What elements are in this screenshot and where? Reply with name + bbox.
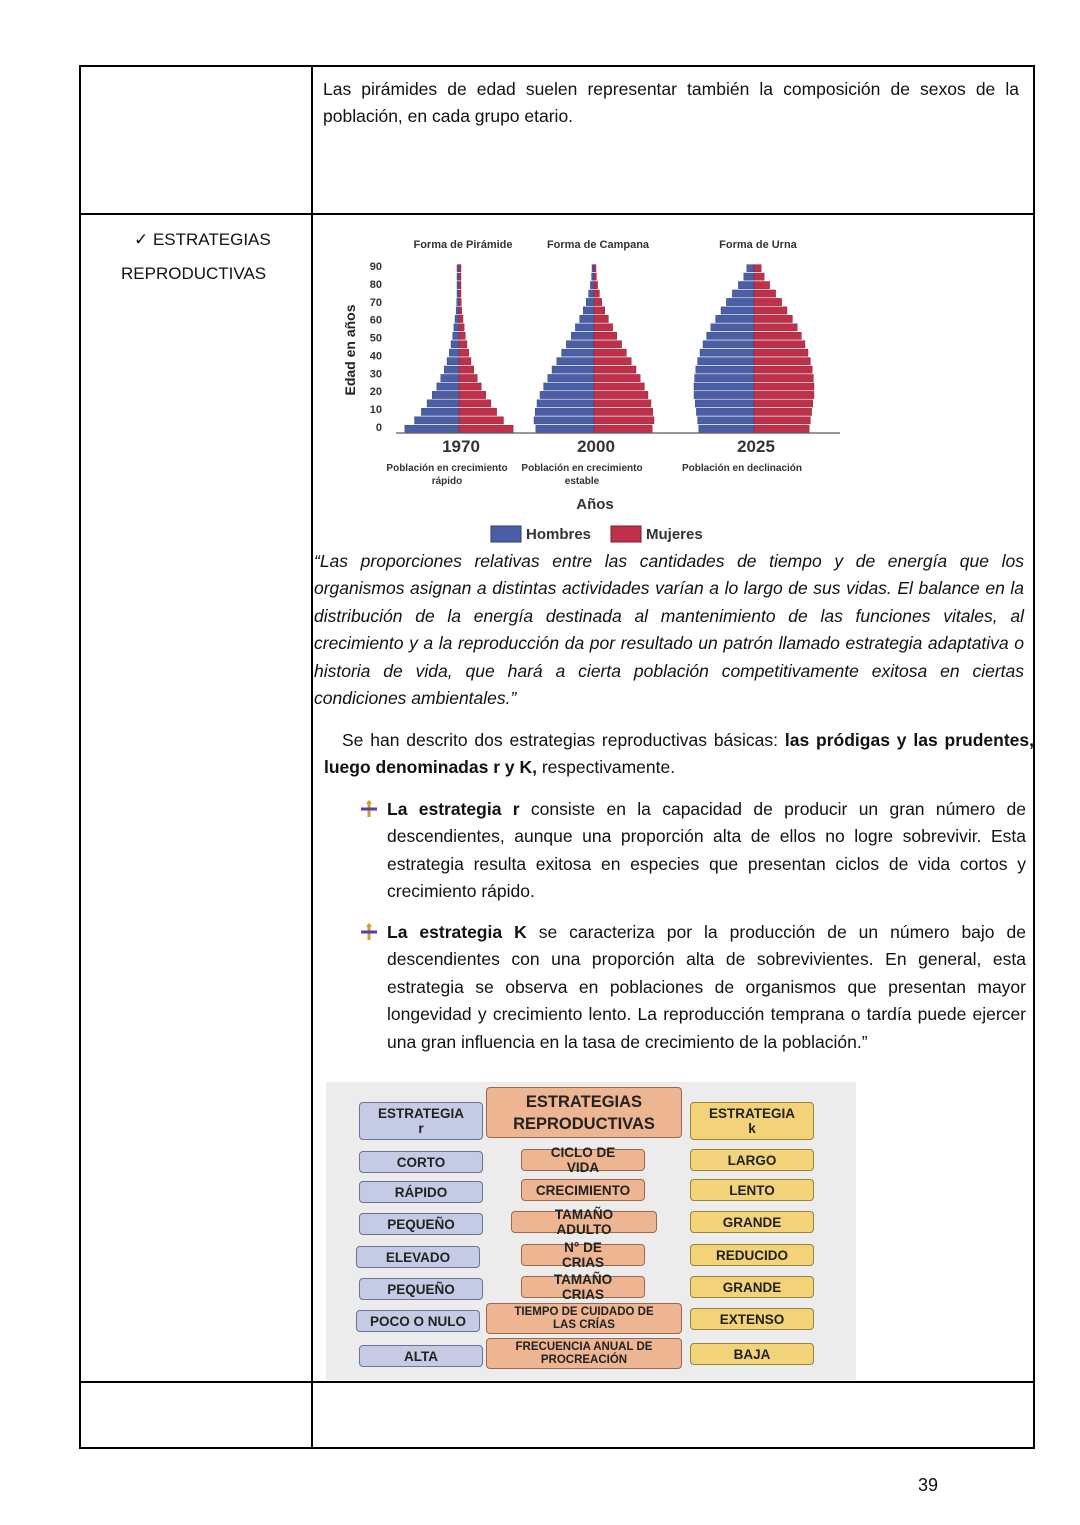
bar-hombres [698, 417, 754, 424]
row-strategy-r-value: ALTA [359, 1345, 483, 1367]
legend-swatch-hombres [491, 526, 521, 542]
bar-hombres [451, 341, 459, 348]
bar-hombres [700, 349, 754, 356]
bar-hombres [432, 391, 459, 398]
bar-hombres [552, 366, 594, 373]
header-strategy-r [359, 1102, 483, 1140]
strategies-intro-end: respectivamente. [536, 757, 676, 778]
y-tick-label: 50 [369, 332, 382, 345]
bar-mujeres [459, 282, 461, 289]
row-attribute-label: TAMAÑO ADULTO [511, 1211, 657, 1233]
bar-hombres [536, 425, 594, 432]
arrow-bullet-icon [360, 800, 378, 818]
row-strategy-k-value: EXTENSO [690, 1308, 814, 1330]
arrow-bullet-icon [360, 923, 378, 941]
table-row-divider [79, 213, 1035, 215]
bar-hombres [415, 417, 459, 424]
bar-mujeres [594, 400, 651, 407]
bar-mujeres [754, 332, 801, 339]
bar-hombres [738, 282, 754, 289]
y-tick-label: 90 [369, 261, 382, 273]
section-label-line1: ✓ ESTRATEGIAS [134, 230, 271, 249]
header-strategy-r-text [378, 1106, 464, 1136]
pyramid-shape-title: Forma de Urna [719, 239, 797, 251]
pyramids-svg [330, 228, 850, 548]
bar-mujeres [594, 366, 636, 373]
bar-mujeres [754, 282, 770, 289]
header-strategies-text [513, 1091, 655, 1135]
bar-hombres [592, 273, 594, 280]
bar-mujeres [459, 358, 471, 365]
bar-mujeres [594, 307, 605, 314]
header-strategy-k-text [709, 1106, 795, 1136]
row-strategy-k-value: GRANDE [690, 1211, 814, 1233]
bar-mujeres [459, 273, 461, 280]
bar-mujeres [754, 307, 787, 314]
bar-mujeres [594, 341, 622, 348]
bar-mujeres [594, 265, 596, 272]
bar-hombres [703, 341, 754, 348]
y-axis-label: Edad en años [342, 304, 358, 396]
bar-mujeres [594, 358, 631, 365]
strategies-intro [324, 727, 1034, 782]
bar-hombres [544, 383, 594, 390]
bar-hombres [534, 417, 594, 424]
header-center-line2: REPRODUCTIVAS [513, 1114, 655, 1133]
bar-hombres [537, 400, 594, 407]
bar-hombres [711, 324, 754, 331]
bullet-r-title: La estrategia r [387, 799, 520, 819]
y-tick-label: 60 [369, 314, 382, 327]
bar-hombres [744, 273, 754, 280]
legend-label-hombres: Hombres [526, 526, 592, 543]
header-center-line1: ESTRATEGIAS [525, 1092, 643, 1111]
bar-hombres [540, 391, 594, 398]
bar-mujeres [459, 391, 486, 398]
bar-hombres [421, 408, 459, 415]
bar-mujeres [754, 349, 808, 356]
row-strategy-r-value: POCO O NULO [356, 1310, 480, 1332]
bar-hombres [590, 282, 594, 289]
y-tick-label: 30 [369, 368, 382, 381]
row-attribute-label: TIEMPO DE CUIDADO DE LAS CRÍAS [486, 1303, 682, 1334]
bar-hombres [457, 273, 459, 280]
row-attribute-label: CRECIMIENTO [521, 1179, 645, 1201]
bar-mujeres [594, 417, 654, 424]
bar-hombres [726, 298, 754, 305]
table-column-divider [311, 65, 313, 1449]
bar-mujeres [459, 265, 461, 272]
bar-mujeres [459, 374, 477, 381]
row-strategy-k-value: LENTO [690, 1179, 814, 1201]
bullet-r [387, 796, 1026, 906]
header-k-line1: ESTRATEGIA [708, 1106, 795, 1121]
row-attribute-label: CICLO DE VIDA [521, 1149, 645, 1171]
bar-hombres [447, 358, 459, 365]
x-tick-label: 1970 [442, 437, 480, 456]
bar-hombres [592, 265, 594, 272]
bar-hombres [694, 383, 754, 390]
bar-mujeres [754, 366, 812, 373]
bar-mujeres [754, 341, 805, 348]
bar-mujeres [459, 349, 469, 356]
pyramid-caption: rápido [431, 476, 463, 487]
bar-mujeres [459, 425, 513, 432]
bar-mujeres [594, 315, 608, 322]
bar-hombres [441, 374, 459, 381]
row-attribute-label: FRECUENCIA ANUAL DE PROCREACIÓN [486, 1338, 682, 1369]
section-label-line2: REPRODUCTIVAS [121, 264, 267, 283]
strategies-comparison-table [326, 1082, 856, 1380]
bar-hombres [575, 324, 594, 331]
bar-hombres [405, 425, 459, 432]
bar-mujeres [594, 282, 598, 289]
bar-mujeres [459, 324, 464, 331]
bar-mujeres [594, 408, 653, 415]
bar-hombres [535, 408, 594, 415]
row-strategy-k-value: REDUCIDO [690, 1244, 814, 1266]
header-k-line2: k [748, 1121, 756, 1136]
bar-mujeres [594, 349, 626, 356]
bar-mujeres [754, 374, 813, 381]
bar-mujeres [459, 417, 503, 424]
row-strategy-r-value: ELEVADO [356, 1246, 480, 1268]
bar-hombres [557, 358, 594, 365]
bar-mujeres [754, 425, 809, 432]
bar-mujeres [754, 358, 810, 365]
bar-hombres [456, 307, 459, 314]
bar-mujeres [459, 366, 474, 373]
bar-mujeres [754, 273, 764, 280]
bar-hombres [694, 391, 754, 398]
bar-mujeres [754, 324, 797, 331]
x-tick-label: 2025 [737, 437, 775, 456]
bar-mujeres [594, 298, 602, 305]
y-tick-label: 80 [369, 278, 382, 291]
bar-hombres [453, 332, 459, 339]
bar-mujeres [459, 290, 461, 297]
bar-hombres [716, 315, 754, 322]
bar-mujeres [594, 425, 652, 432]
pyramid-shape-title: Forma de Campana [546, 239, 650, 251]
bullet-k-text: se caracteriza por la producción de un número bajo de descendientes con una proporción alta de sobrevivientes. En general, esta estrategia se observa en poblaciones de organismos que presentan mayor longevidad y crecimiento lento. La reproducción temprana o tardía puede ejercer una gran influencia en la tasa de crecimiento de la población.” [387, 922, 1026, 1052]
table-row-divider [79, 1381, 1035, 1383]
bullet-k-title: La estrategia K [387, 922, 527, 942]
legend-label-mujeres: Mujeres [646, 526, 703, 543]
bar-mujeres [459, 383, 481, 390]
bar-hombres [695, 374, 754, 381]
bar-mujeres [594, 374, 640, 381]
population-pyramids-chart [330, 228, 850, 548]
y-tick-label: 0 [375, 422, 382, 434]
pyramid-caption: estable [564, 476, 600, 487]
x-tick-label: 2000 [577, 437, 615, 456]
bar-mujeres [754, 400, 813, 407]
x-axis-label: Años [576, 496, 614, 513]
bar-hombres [707, 332, 754, 339]
bar-mujeres [754, 383, 814, 390]
bar-mujeres [459, 332, 465, 339]
bar-mujeres [754, 298, 782, 305]
bar-mujeres [754, 408, 812, 415]
header-strategy-k [690, 1102, 814, 1140]
pyramid-shape-title: Forma de Pirámide [413, 239, 513, 251]
bar-mujeres [459, 307, 462, 314]
bar-hombres [696, 408, 754, 415]
row-attribute-label: TAMAÑO CRIAS [521, 1276, 645, 1298]
y-tick-label: 10 [369, 404, 382, 417]
bar-hombres [721, 307, 754, 314]
pyramid-caption: Población en crecimiento [386, 463, 508, 474]
bar-hombres [455, 315, 459, 322]
bar-hombres [696, 366, 754, 373]
bar-mujeres [754, 391, 814, 398]
bar-mujeres [754, 290, 776, 297]
quote-paragraph: “Las proporciones relativas entre las cantidades de tiempo y de energía que los organismos asignan a distintas actividades varían a lo largo de sus vidas. El balance en la distribución de la energía destinada al mantenimiento de las funciones vitales, al crecimiento y a la reproducción da por resultado un patrón llamado estrategia adaptativa o historia de vida, que hará a cierta población competitivamente exitosa en ciertas condiciones ambientales.” [314, 551, 1024, 709]
bar-mujeres [594, 391, 648, 398]
row-strategy-r-value: PEQUEÑO [359, 1213, 483, 1235]
page-number: 39 [918, 1475, 939, 1495]
bar-hombres [571, 332, 594, 339]
bar-hombres [457, 265, 459, 272]
bar-hombres [589, 290, 594, 297]
bar-hombres [747, 265, 754, 272]
row-strategy-k-value: LARGO [690, 1149, 814, 1171]
row-attribute-label: N° DE CRIAS [521, 1244, 645, 1266]
row-strategy-r-value: RÁPIDO [359, 1181, 483, 1203]
bar-hombres [698, 358, 754, 365]
bar-mujeres [594, 332, 617, 339]
pyramid-caption: Población en crecimiento [521, 463, 643, 474]
bar-hombres [732, 290, 754, 297]
bar-hombres [586, 298, 594, 305]
bar-mujeres [754, 315, 792, 322]
bar-hombres [699, 425, 754, 432]
bar-hombres [444, 366, 459, 373]
row-strategy-k-value: BAJA [690, 1343, 814, 1365]
strategies-intro-text: Se han descrito dos estrategias reproductivas básicas: [342, 730, 785, 750]
bar-hombres [457, 290, 459, 297]
bullet-k [387, 919, 1026, 1056]
bar-mujeres [594, 324, 613, 331]
header-r-line1: ESTRATEGIA [377, 1106, 464, 1121]
bar-mujeres [594, 273, 596, 280]
bar-hombres [427, 400, 459, 407]
row-strategy-r-value: CORTO [359, 1151, 483, 1173]
row-strategy-r-value: PEQUEÑO [359, 1278, 483, 1300]
bar-hombres [457, 298, 459, 305]
pyramid-caption: Población en declinación [681, 463, 803, 474]
bar-mujeres [594, 383, 644, 390]
bar-hombres [548, 374, 594, 381]
bar-mujeres [754, 417, 810, 424]
bar-hombres [449, 349, 459, 356]
y-tick-label: 70 [369, 296, 382, 309]
y-tick-label: 40 [369, 350, 382, 363]
legend-swatch-mujeres [611, 526, 641, 542]
y-tick-label: 20 [369, 386, 382, 399]
bar-hombres [580, 315, 594, 322]
bar-mujeres [594, 290, 599, 297]
bar-mujeres [459, 298, 461, 305]
bar-hombres [566, 341, 594, 348]
header-strategies [486, 1087, 682, 1138]
bar-mujeres [459, 408, 497, 415]
row-strategy-k-value: GRANDE [690, 1276, 814, 1298]
bullet-r-text: consiste en la capacidad de producir un gran número de descendientes, aunque una proporción alta de ellos no logre sobrevivir. Esta estrategia resulta exitosa en especies que presentan ciclos de vida cortos y crecimiento rápido. [387, 799, 1027, 902]
bar-hombres [437, 383, 459, 390]
bar-mujeres [754, 265, 761, 272]
intro-paragraph: Las pirámides de edad suelen representar también la composición de sexos de la población, en cada grupo etario. [323, 79, 1019, 127]
strategies-intro-bold: las pródigas y las prudentes, luego denominadas r y K, [324, 730, 1034, 778]
bar-mujeres [459, 341, 467, 348]
bar-hombres [457, 282, 459, 289]
bar-mujeres [459, 315, 463, 322]
bar-mujeres [459, 400, 491, 407]
header-r-line2: r [418, 1121, 424, 1136]
bar-hombres [454, 324, 459, 331]
bar-hombres [583, 307, 594, 314]
bar-hombres [695, 400, 754, 407]
bar-hombres [562, 349, 594, 356]
